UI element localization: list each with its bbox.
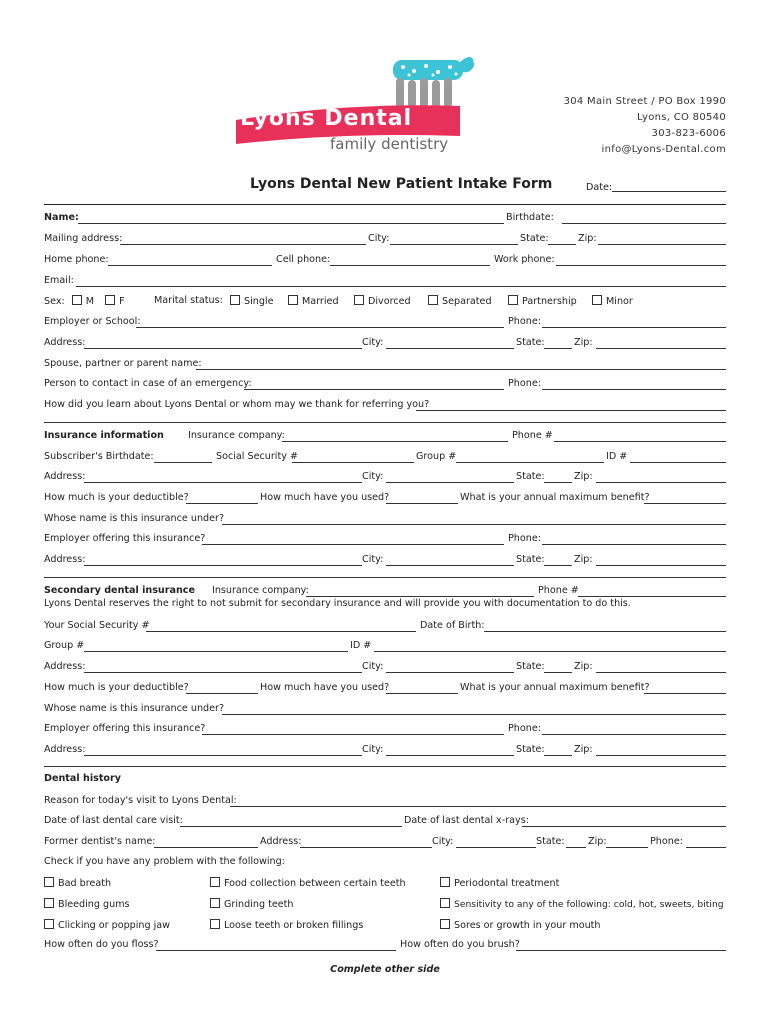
marital-option (288, 295, 339, 307)
former-dentist-label: Former dentist's name: (44, 836, 156, 847)
dob-label: Date of Birth: (420, 620, 485, 631)
deductible-label: How much is your deductible? (44, 492, 189, 503)
referral-label: How did you learn about Lyons Dental or whom may we thank for referring you? (44, 399, 430, 410)
birthdate-label: Birthdate: (506, 212, 554, 223)
used-field[interactable] (386, 693, 458, 694)
phone-hash-label: Phone # (538, 585, 579, 596)
zip-label: Zip: (574, 554, 593, 565)
zip-label: Zip: (574, 744, 593, 755)
work-phone-field[interactable] (556, 265, 726, 266)
employer-field[interactable] (202, 544, 504, 545)
phone-label: Phone: (508, 723, 541, 734)
used-label: How much have you used? (260, 492, 390, 503)
home-phone-label: Home phone: (44, 254, 109, 265)
sex-row (44, 295, 125, 307)
divorced-checkbox[interactable] (354, 295, 364, 305)
floss-field[interactable] (156, 950, 396, 951)
problem-label: Loose teeth or broken fillings (224, 920, 364, 931)
secondary-heading: Secondary dental insurance (44, 585, 195, 596)
divorced-label: Divorced (368, 296, 411, 307)
zip-label: Zip: (574, 337, 593, 348)
emergency-label: Person to contact in case of an emergency: (44, 378, 252, 389)
problem-item (210, 877, 406, 889)
problem-label: Periodontal treatment (454, 878, 560, 889)
city-label: City: (362, 554, 384, 565)
problem-checkbox[interactable] (440, 877, 450, 887)
problem-checkbox[interactable] (440, 919, 450, 929)
marital-option (230, 295, 274, 307)
floss-label: How often do you floss? (44, 939, 159, 950)
zip-field[interactable] (596, 565, 726, 566)
marital-option (508, 295, 577, 307)
zip-label: Zip: (574, 471, 593, 482)
whose-name-label: Whose name is this insurance under? (44, 513, 225, 524)
used-field[interactable] (386, 503, 458, 504)
address-field[interactable] (84, 565, 362, 566)
problem-label: Sores or growth in your mouth (454, 920, 601, 931)
divider (44, 766, 726, 767)
address-label: Address: (44, 744, 86, 755)
subscriber-birthdate-field[interactable] (154, 462, 212, 463)
city-field[interactable] (456, 847, 536, 848)
state-field[interactable] (548, 244, 576, 245)
minor-checkbox[interactable] (592, 295, 602, 305)
max-benefit-label: What is your annual maximum benefit? (460, 682, 650, 693)
state-label: State: (516, 554, 545, 565)
zip-field[interactable] (606, 847, 648, 848)
address-field[interactable] (84, 482, 362, 483)
city-label: City: (362, 661, 384, 672)
practice-address (564, 94, 726, 158)
spouse-field[interactable] (196, 369, 726, 370)
problem-label: Sensitivity to any of the following: cold, hot, sweets, biting (454, 899, 724, 910)
state-label: State: (520, 233, 549, 244)
address-line: 304 Main Street / PO Box 1990 (563, 96, 726, 107)
divider (44, 422, 726, 423)
address-field[interactable] (84, 672, 362, 673)
address-field[interactable] (84, 348, 362, 349)
group-field[interactable] (84, 651, 348, 652)
problem-item (44, 919, 170, 931)
subscriber-birthdate-label: Subscriber's Birthdate: (44, 451, 154, 462)
insurance-phone-field[interactable] (578, 596, 726, 597)
zip-label: Zip: (588, 836, 607, 847)
married-checkbox[interactable] (288, 295, 298, 305)
employer-label: Employer or School: (44, 316, 141, 327)
logo-main: Lyons Dental (240, 106, 413, 131)
problem-checkbox[interactable] (44, 898, 54, 908)
cell-phone-field[interactable] (330, 265, 490, 266)
whose-name-field[interactable] (222, 714, 726, 715)
employer-label: Employer offering this insurance? (44, 533, 206, 544)
problem-item (210, 898, 294, 910)
used-label: How much have you used? (260, 682, 390, 693)
city-field[interactable] (386, 565, 514, 566)
problem-checkbox[interactable] (440, 898, 450, 908)
referral-field[interactable] (416, 410, 726, 411)
single-label: Single (244, 296, 274, 307)
state-field[interactable] (544, 482, 572, 483)
sex-label: Sex: (44, 296, 65, 307)
insurance-company-field[interactable] (306, 596, 534, 597)
address-line: 303-823-6006 (651, 128, 726, 139)
city-field[interactable] (386, 755, 514, 756)
state-field[interactable] (566, 847, 586, 848)
city-field[interactable] (386, 348, 514, 349)
city-field[interactable] (386, 482, 514, 483)
problem-checkbox[interactable] (210, 898, 220, 908)
problem-checkbox[interactable] (44, 919, 54, 929)
last-visit-label: Date of last dental care visit: (44, 815, 183, 826)
birthdate-field[interactable] (562, 223, 726, 224)
problem-checkbox[interactable] (210, 877, 220, 887)
zip-label: Zip: (574, 661, 593, 672)
reason-field[interactable] (230, 806, 726, 807)
minor-label: Minor (606, 296, 633, 307)
name-field[interactable] (78, 223, 504, 224)
deductible-field[interactable] (186, 503, 258, 504)
problem-label: Bad breath (58, 878, 112, 889)
former-dentist-field[interactable] (154, 847, 258, 848)
group-label: Group # (416, 451, 457, 462)
group-field[interactable] (456, 462, 604, 463)
check-prompt: Check if you have any problem with the following: (44, 856, 285, 867)
address-field[interactable] (300, 847, 432, 848)
id-label: ID # (606, 451, 628, 462)
name-label: Name: (44, 212, 79, 223)
problem-item (440, 877, 559, 889)
brush-label: How often do you brush? (400, 939, 520, 950)
insurance-heading: Insurance information (44, 430, 164, 441)
address-label: Address: (44, 554, 86, 565)
whose-name-label: Whose name is this insurance under? (44, 703, 225, 714)
social-security-field[interactable] (292, 462, 414, 463)
date-label: Date: (586, 182, 613, 193)
phone-label: Phone: (650, 836, 683, 847)
phone-hash-label: Phone # (512, 430, 553, 441)
phone-label: Phone: (508, 378, 541, 389)
married-label: Married (302, 296, 339, 307)
city-label: City: (362, 744, 384, 755)
group-label: Group # (44, 640, 85, 651)
footer-note: Complete other side (330, 964, 440, 975)
city-field[interactable] (386, 672, 514, 673)
reason-label: Reason for today's visit to Lyons Dental: (44, 795, 237, 806)
state-field[interactable] (544, 565, 572, 566)
id-field[interactable] (630, 462, 726, 463)
zip-field[interactable] (596, 348, 726, 349)
zip-field[interactable] (598, 244, 726, 245)
deductible-label: How much is your deductible? (44, 682, 189, 693)
zip-field[interactable] (596, 482, 726, 483)
phone-field[interactable] (542, 544, 726, 545)
whose-name-field[interactable] (222, 524, 726, 525)
single-checkbox[interactable] (230, 295, 240, 305)
id-label: ID # (350, 640, 372, 651)
social-security-label: Social Security # (216, 451, 298, 462)
separated-label: Separated (442, 296, 492, 307)
address-label: Address: (260, 836, 302, 847)
state-field[interactable] (544, 348, 572, 349)
max-benefit-label: What is your annual maximum benefit? (460, 492, 650, 503)
city-label: City: (368, 233, 390, 244)
sex-f-checkbox[interactable] (105, 295, 115, 305)
deductible-field[interactable] (186, 693, 258, 694)
employer-field[interactable] (136, 327, 504, 328)
home-phone-field[interactable] (108, 265, 272, 266)
state-label: State: (516, 744, 545, 755)
phone-field[interactable] (686, 847, 726, 848)
employer-field[interactable] (202, 734, 504, 735)
problem-item (44, 898, 130, 910)
last-xrays-label: Date of last dental x-rays: (404, 815, 529, 826)
problem-checkbox[interactable] (44, 877, 54, 887)
insurance-company-label: Insurance company: (212, 585, 309, 596)
form-title: Lyons Dental New Patient Intake Form (250, 176, 553, 192)
problem-label: Grinding teeth (224, 899, 294, 910)
phone-field[interactable] (542, 389, 726, 390)
address-label: Address: (44, 471, 86, 482)
dental-history-heading: Dental history (44, 773, 121, 784)
state-label: State: (516, 337, 545, 348)
problem-label: Clicking or popping jaw (58, 920, 171, 931)
city-label: City: (362, 471, 384, 482)
max-benefit-field[interactable] (644, 503, 726, 504)
state-field[interactable] (544, 755, 572, 756)
phone-field[interactable] (542, 734, 726, 735)
problem-label: Bleeding gums (58, 899, 130, 910)
email-label: Email: (44, 275, 74, 286)
work-phone-label: Work phone: (494, 254, 555, 265)
address-label: Address: (44, 337, 86, 348)
marital-option (428, 295, 492, 307)
address-line: info@Lyons-Dental.com (601, 144, 726, 155)
state-field[interactable] (544, 672, 572, 673)
email-field[interactable] (76, 286, 726, 287)
last-visit-field[interactable] (180, 826, 402, 827)
divider (44, 204, 726, 205)
address-label: Address: (44, 661, 86, 672)
problem-checkbox[interactable] (210, 919, 220, 929)
problem-item (44, 877, 111, 889)
zip-label: Zip: (578, 233, 597, 244)
employer-label: Employer offering this insurance? (44, 723, 206, 734)
marital-option (354, 295, 411, 307)
mailing-address-field[interactable] (120, 244, 366, 245)
partnership-checkbox[interactable] (508, 295, 518, 305)
phone-label: Phone: (508, 533, 541, 544)
marital-status-label: Marital status: (154, 295, 223, 306)
date-field[interactable] (612, 191, 726, 192)
sex-f-label: F (119, 296, 125, 307)
zip-field[interactable] (596, 672, 726, 673)
id-field[interactable] (374, 651, 726, 652)
problem-item (210, 919, 363, 931)
separated-checkbox[interactable] (428, 295, 438, 305)
problem-item (440, 919, 601, 931)
state-label: State: (516, 471, 545, 482)
insurance-company-label: Insurance company: (188, 430, 285, 441)
max-benefit-field[interactable] (644, 693, 726, 694)
spouse-label: Spouse, partner or parent name: (44, 358, 202, 369)
state-label: State: (536, 836, 565, 847)
address-line: Lyons, CO 80540 (637, 112, 726, 123)
phone-label: Phone: (508, 316, 541, 327)
city-label: City: (362, 337, 384, 348)
sex-m-label: M (85, 296, 95, 307)
divider (44, 577, 726, 578)
mailing-address-label: Mailing address: (44, 233, 123, 244)
secondary-notice: Lyons Dental reserves the right to not submit for secondary insurance and will provide you with documentation to do this. (44, 598, 631, 609)
state-label: State: (516, 661, 545, 672)
problem-label: Food collection between certain teeth (224, 878, 406, 889)
insurance-company-field[interactable] (282, 441, 508, 442)
emergency-field[interactable] (244, 389, 504, 390)
phone-field[interactable] (542, 327, 726, 328)
partnership-label: Partnership (522, 296, 577, 307)
problem-item (440, 898, 724, 910)
marital-option (592, 295, 633, 307)
logo-sub: family dentistry (330, 135, 449, 153)
your-ss-label: Your Social Security # (44, 620, 150, 631)
city-field[interactable] (390, 244, 518, 245)
dob-field[interactable] (484, 631, 726, 632)
insurance-phone-field[interactable] (554, 441, 726, 442)
brush-field[interactable] (516, 950, 726, 951)
sex-m-checkbox[interactable] (72, 295, 82, 305)
last-xrays-field[interactable] (522, 826, 726, 827)
your-ss-field[interactable] (146, 631, 416, 632)
address-field[interactable] (84, 755, 362, 756)
cell-phone-label: Cell phone: (276, 254, 331, 265)
zip-field[interactable] (596, 755, 726, 756)
city-label: City: (432, 836, 454, 847)
